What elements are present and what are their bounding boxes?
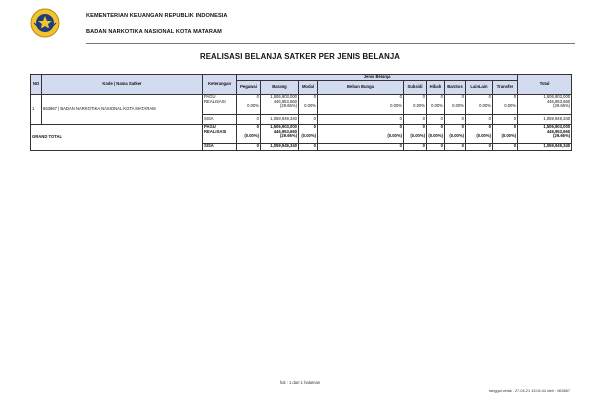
col-no: NO bbox=[31, 75, 42, 95]
cell-beban-bunga: 0 (0.00%) bbox=[318, 124, 404, 143]
cell-subsidi: 0 (0.00%) bbox=[404, 124, 427, 143]
cell-barang: 1,059,949,340 bbox=[261, 114, 299, 124]
cell-subsidi: 0 0.00% bbox=[404, 94, 427, 114]
header-divider bbox=[86, 43, 575, 44]
cell-hibah: 0 0.00% bbox=[427, 94, 445, 114]
organization-name: KEMENTERIAN KEUANGAN REPUBLIK INDONESIA bbox=[86, 13, 228, 19]
cell-lainlain: 0 bbox=[466, 143, 493, 150]
cell-barang: 1,059,949,340 bbox=[261, 143, 299, 150]
cell-hibah: 0 bbox=[427, 114, 445, 124]
grand-total-label: GRAND TOTAL bbox=[31, 124, 203, 150]
cell-total: 1,059,949,340 bbox=[518, 143, 572, 150]
cell-modal: 0 bbox=[299, 143, 318, 150]
col-modal: Modal bbox=[299, 80, 318, 94]
cell-barang: 1,506,903,000 446,953,660 (29.66%) bbox=[261, 94, 299, 114]
cell-bansos: 0 bbox=[445, 114, 466, 124]
col-group-jenis-belanja: Jenis Belanja bbox=[237, 75, 518, 81]
col-keterangan: Keterangan bbox=[203, 75, 237, 95]
cell-transfer: 0 bbox=[493, 143, 518, 150]
cell-transfer: 0 bbox=[493, 114, 518, 124]
grand-total-row bbox=[31, 124, 572, 143]
cell-lainlain: 0 bbox=[466, 114, 493, 124]
cell-hibah: 0 bbox=[427, 143, 445, 150]
cell-subsidi: 0 bbox=[404, 143, 427, 150]
cell-pegawai: 0 bbox=[237, 143, 261, 150]
col-total: Total bbox=[518, 75, 572, 95]
pagu-realisasi-label: PAGU REALISASI bbox=[203, 94, 237, 114]
budget-realization-table bbox=[30, 74, 572, 151]
cell-beban-bunga: 0 bbox=[318, 143, 404, 150]
page-indicator: hal : 1 dari 1 halaman bbox=[279, 380, 321, 385]
cell-lainlain: 0 (0.00%) bbox=[466, 124, 493, 143]
cell-total: 1,506,903,000 446,953,660 (29.66%) bbox=[518, 94, 572, 114]
report-header bbox=[30, 8, 575, 44]
cell-modal: 0 bbox=[299, 114, 318, 124]
col-transfer: Transfer bbox=[493, 80, 518, 94]
print-timestamp: tanggal cetak : 27-04-21 13:04:44 oleh : 663867 bbox=[489, 389, 570, 393]
col-barang: Barang bbox=[261, 80, 299, 94]
cell-bansos: 0 0.00% bbox=[445, 94, 466, 114]
cell-barang: 1,506,903,000 446,953,660 (29.66%) bbox=[261, 124, 299, 143]
cell-bansos: 0 (0.00%) bbox=[445, 124, 466, 143]
cell-transfer: 0 0.00% bbox=[493, 94, 518, 114]
sisa-label: SISA bbox=[203, 143, 237, 150]
cell-transfer: 0 (0.00%) bbox=[493, 124, 518, 143]
col-subsidi: Subsidi bbox=[404, 80, 427, 94]
table-row bbox=[31, 94, 572, 114]
pagu-realisasi-label: PAGU REALISASI bbox=[203, 124, 237, 143]
cell-lainlain: 0 0.00% bbox=[466, 94, 493, 114]
cell-total: 1,059,949,340 bbox=[518, 114, 572, 124]
cell-pegawai: 0 (0.00%) bbox=[237, 124, 261, 143]
col-satker: Kode | Nama Satker bbox=[42, 75, 203, 95]
sisa-label: SISA bbox=[203, 114, 237, 124]
cell-pegawai: 0 bbox=[237, 114, 261, 124]
cell-beban-bunga: 0 0.00% bbox=[318, 94, 404, 114]
satker-name: 663867 | BADAN NARKOTIKA NASIONAL KOTA MATARAM bbox=[42, 94, 203, 124]
col-beban-bunga: Beban Bunga bbox=[318, 80, 404, 94]
ministry-emblem-icon bbox=[30, 8, 60, 38]
cell-hibah: 0 (0.00%) bbox=[427, 124, 445, 143]
cell-modal: 0 0.00% bbox=[299, 94, 318, 114]
cell-pegawai: 0 0.00% bbox=[237, 94, 261, 114]
cell-subsidi: 0 bbox=[404, 114, 427, 124]
cell-total: 1,506,903,000 446,953,660 (29.66%) bbox=[518, 124, 572, 143]
col-pegawai: Pegawai bbox=[237, 80, 261, 94]
col-bansos: BanSos bbox=[445, 80, 466, 94]
col-hibah: Hibah bbox=[427, 80, 445, 94]
report-title: REALISASI BELANJA SATKER PER JENIS BELANJA bbox=[199, 52, 401, 61]
row-number: 1 bbox=[31, 94, 42, 124]
cell-bansos: 0 bbox=[445, 143, 466, 150]
unit-name: BADAN NARKOTIKA NASIONAL KOTA MATARAM bbox=[86, 29, 222, 35]
cell-beban-bunga: 0 bbox=[318, 114, 404, 124]
col-lainlain: LainLain bbox=[466, 80, 493, 94]
cell-modal: 0 (0.00%) bbox=[299, 124, 318, 143]
